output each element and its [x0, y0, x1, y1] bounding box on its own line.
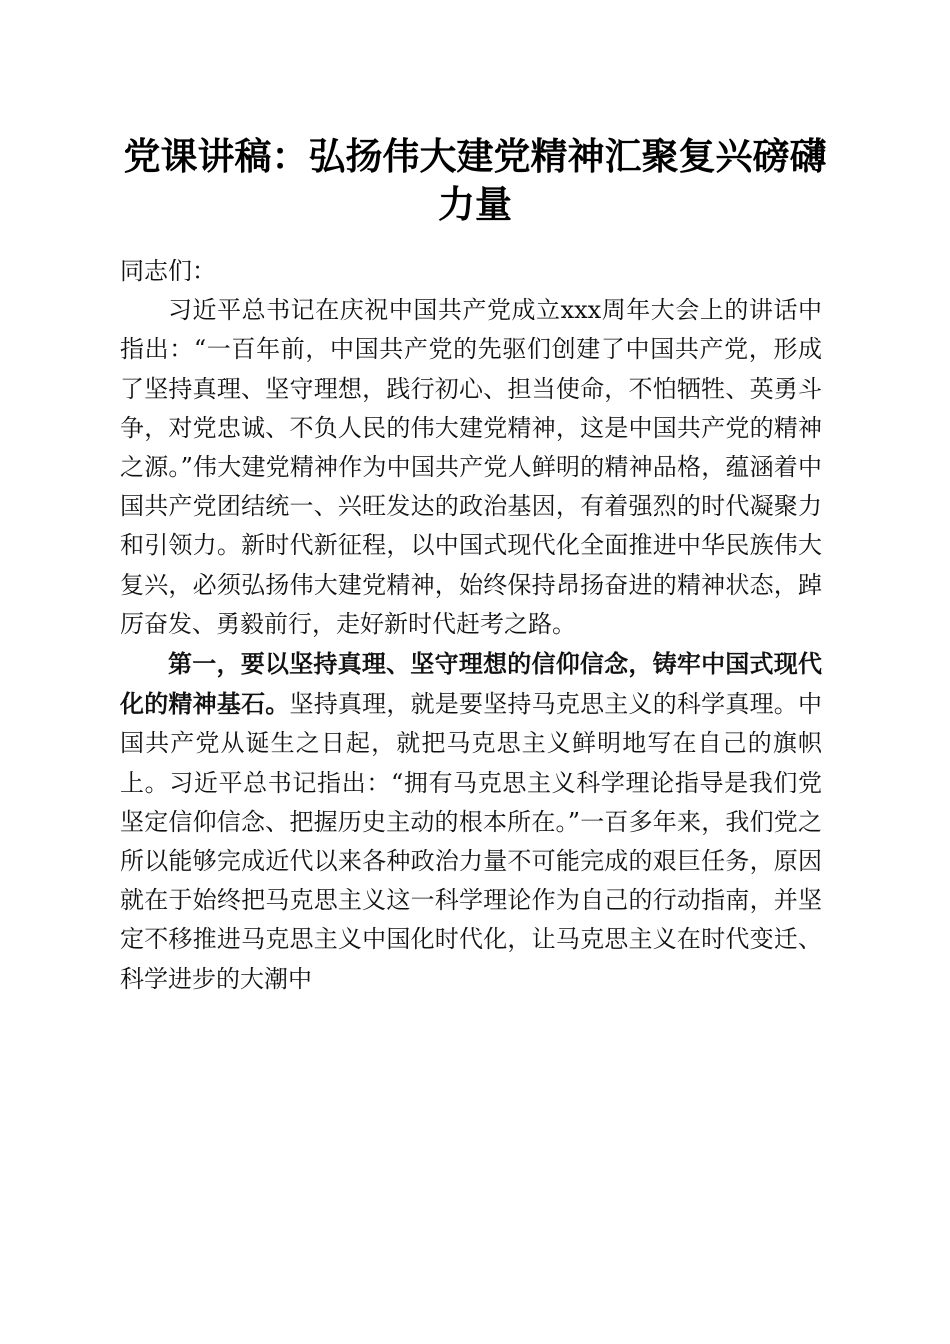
paragraph-first-point	[120, 644, 822, 999]
document-title: 党课讲稿：弘扬伟大建党精神汇聚复兴磅礴力量	[123, 134, 827, 226]
document-body	[120, 252, 822, 999]
paragraph-lead-heading: 第一，要以坚持真理、坚守理想的信仰信念，铸牢中国式现代化的精神基石。	[120, 649, 822, 719]
paragraph-intro: 习近平总书记在庆祝中国共产党成立xxx周年大会上的讲话中指出：“一百年前，中国共产党的先驱们创建了中国共产党，形成了坚持真理、坚守理想，践行初心、担当使命，不怕牺牲、英勇斗争，对党忠诚、不负人民的伟大建党精神，这是中国共产党的精神之源。”伟大建党精神作为中国共产党人鲜明的精神品格，蕴涵着中国共产党团结统一、兴旺发达的政治基因，有着强烈的时代凝聚力和引领力。新时代新征程，以中国式现代化全面推进中华民族伟大复兴，必须弘扬伟大建党精神，始终保持昂扬奋进的精神状态，踔厉奋发、勇毅前行，走好新时代赶考之路。	[120, 296, 822, 638]
salutation: 同志们：	[120, 257, 216, 285]
paragraph-body-text: 坚持真理，就是要坚持马克思主义的科学真理。中国共产党从诞生之日起，就把马克思主义鲜明地写在自己的旗帜上。习近平总书记指出：“拥有马克思主义科学理论指导是我们党坚定信仰信念、把握历史主动的根本所在。”一百多年来，我们党之所以能够完成近代以来各种政治力量不可能完成的艰巨任务，原因就在于始终把马克思主义这一科学理论作为自己的行动指南，并坚定不移推进马克思主义中国化时代化，让马克思主义在时代变迁、科学进步的大潮中	[120, 690, 822, 993]
